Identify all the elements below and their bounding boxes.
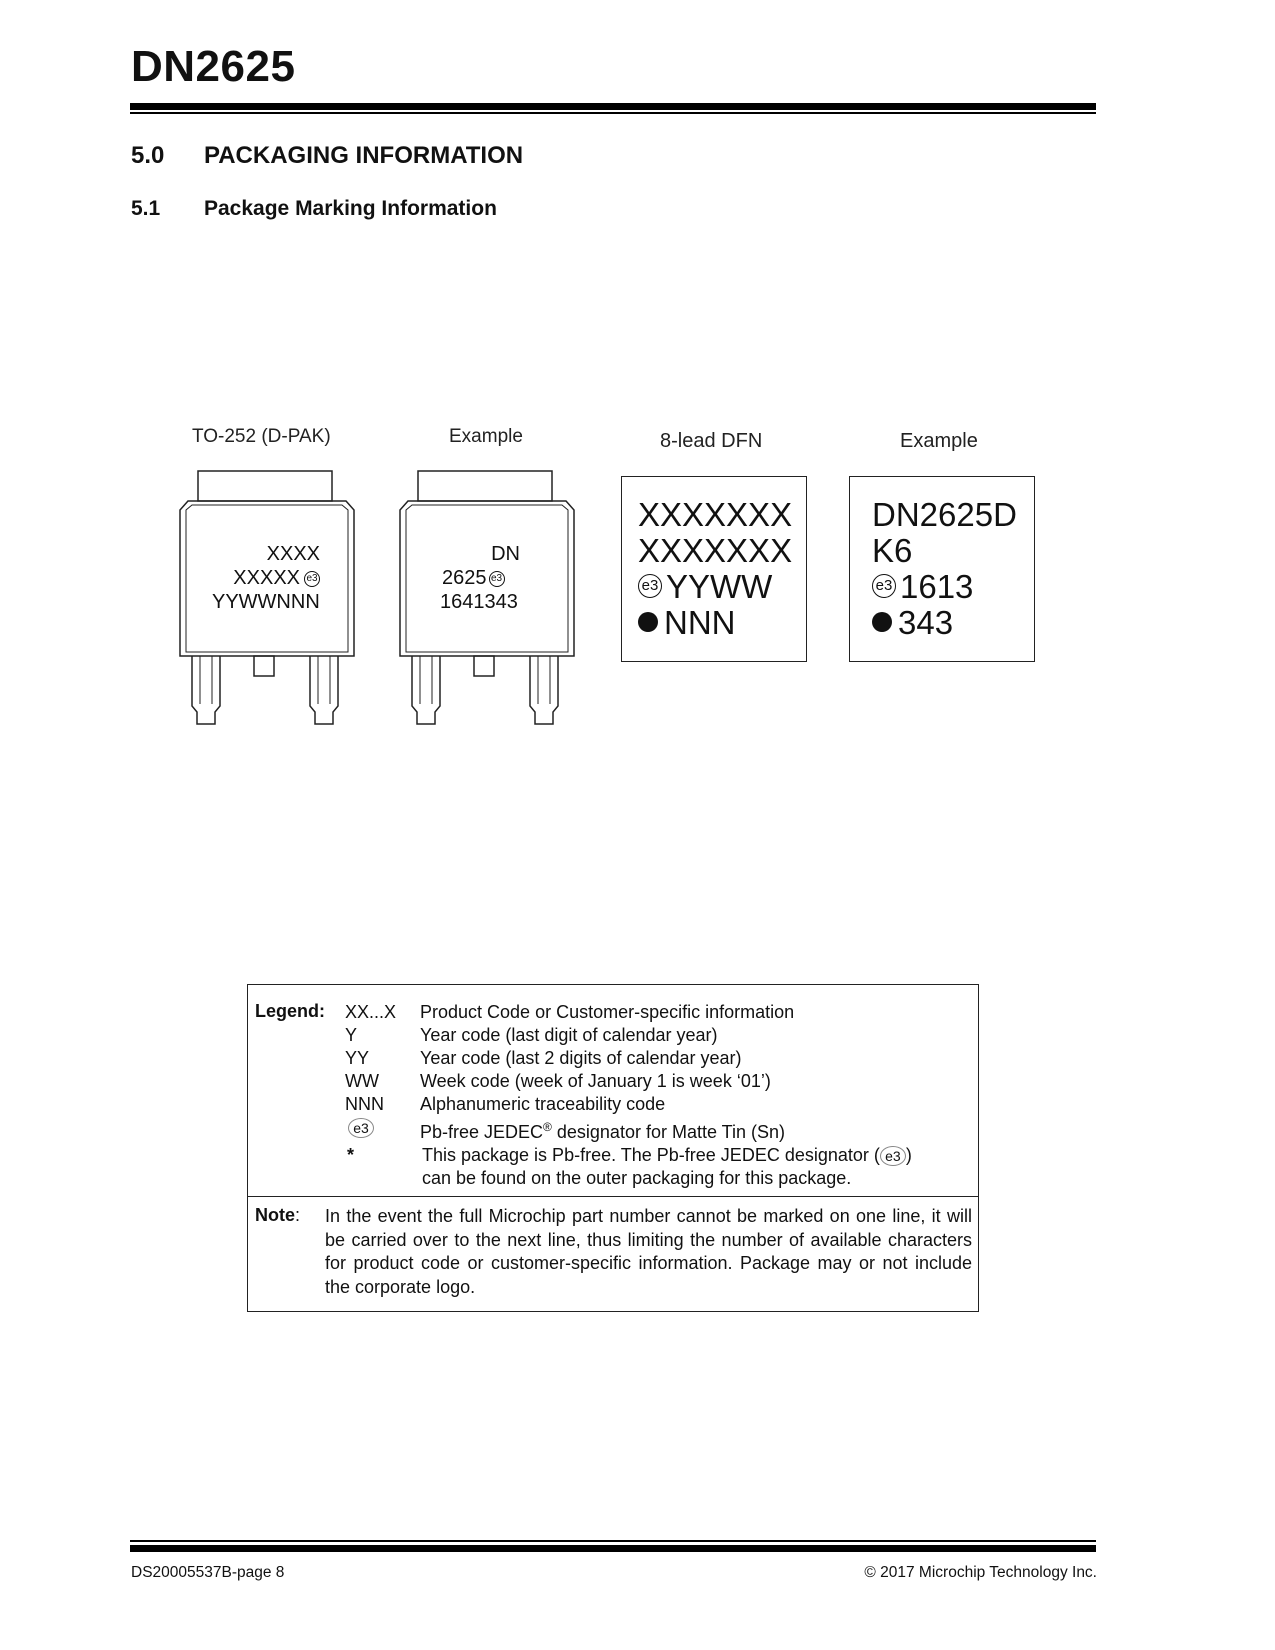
legend-desc	[420, 1116, 785, 1144]
dfn-example-line-4-row	[872, 605, 1017, 641]
legend-row	[345, 1070, 912, 1093]
e3-symbol-icon: e3	[638, 574, 662, 598]
dfn-example-box	[849, 476, 1035, 662]
e3-symbol-icon: e3	[489, 571, 505, 587]
dfn-example-label: Example	[900, 430, 978, 452]
legend-star-desc-line2: can be found on the outer packaging for this package.	[422, 1168, 852, 1188]
legend-code: WW	[345, 1071, 379, 1091]
dfn-line-3: YYWW	[666, 568, 773, 605]
to252-example-line-2-row	[430, 566, 530, 590]
e3-symbol-icon: e3	[348, 1118, 374, 1138]
dfn-example-line-3: 1613	[900, 568, 974, 605]
to252-line-2-row	[190, 566, 320, 590]
dfn-line-3-row	[638, 569, 792, 605]
legend-note-divider	[248, 1196, 978, 1197]
legend-code: XX...X	[345, 1002, 397, 1022]
header-rule-thin	[130, 112, 1096, 114]
to252-line-1: XXXX	[266, 543, 320, 565]
dfn-package-box	[621, 476, 807, 662]
legend-e3-desc-pre: Pb-free JEDEC	[420, 1122, 544, 1142]
e3-symbol-icon: e3	[304, 571, 320, 587]
subsection-number: 5.1	[131, 197, 161, 220]
legend-code	[345, 1116, 420, 1144]
legend-e3-desc-post: designator for Matte Tin (Sn)	[551, 1122, 785, 1142]
legend-code: NNN	[345, 1094, 384, 1114]
section-number: 5.0	[131, 142, 165, 169]
to252-example-label: Example	[449, 426, 523, 447]
header-rule-thick	[130, 103, 1096, 110]
note-label: Note	[255, 1205, 295, 1225]
legend-row	[345, 1047, 912, 1070]
footer-doc-id: DS20005537B-page 8	[131, 1564, 285, 1581]
legend-desc	[422, 1144, 912, 1190]
dfn-line-2: XXXXXXX	[638, 532, 793, 569]
pin1-dot-icon	[638, 612, 658, 632]
note-text: In the event the full Microchip part number cannot be marked on one line, it will be carried over to the next line, thus limiting the number of available characters for product code or customer-specific information. Package may or not include the corporate logo.	[325, 1206, 972, 1297]
legend-code: Y	[345, 1025, 358, 1045]
subsection-title: Package Marking Information	[204, 197, 497, 220]
to252-example-line-2: 2625	[442, 567, 487, 589]
dfn-line-4-row	[638, 605, 792, 641]
to252-line-3: YYWWNNN	[212, 591, 320, 613]
dfn-line-1: XXXXXXX	[638, 496, 793, 533]
dfn-line-4: NNN	[664, 604, 736, 641]
dfn-example-line-2: K6	[872, 532, 913, 569]
legend-title: Legend:	[255, 1001, 325, 1021]
legend-row	[345, 1001, 912, 1024]
legend-row-star	[345, 1144, 912, 1190]
legend-rows	[345, 1001, 912, 1190]
note-label-row	[255, 1205, 300, 1226]
legend-row	[345, 1024, 912, 1047]
to252-example-line-3: 1641343	[440, 591, 518, 613]
legend-desc: Alphanumeric traceability code	[420, 1094, 666, 1114]
dfn-example-line-1: DN2625D	[872, 496, 1017, 533]
section-title: PACKAGING INFORMATION	[204, 142, 524, 169]
footer-rule-thick	[130, 1545, 1096, 1552]
legend-row	[345, 1093, 912, 1116]
footer-copyright: © 2017 Microchip Technology Inc.	[864, 1564, 1097, 1581]
pin1-dot-icon	[872, 612, 892, 632]
dfn-label: 8-lead DFN	[660, 430, 763, 452]
dfn-example-line-4: 343	[898, 604, 954, 641]
legend-desc: Year code (last 2 digits of calendar year)	[420, 1048, 742, 1068]
legend-code: *	[347, 1145, 355, 1165]
dfn-example-line-3-row	[872, 569, 1017, 605]
e3-symbol-icon: e3	[872, 574, 896, 598]
to252-line-2: XXXXX	[233, 567, 300, 589]
legend-star-desc-post: )	[905, 1145, 912, 1165]
legend-desc: Year code (last digit of calendar year)	[420, 1025, 718, 1045]
to252-example-line-1: DN	[491, 543, 520, 565]
to252-example-marking	[430, 542, 530, 614]
e3-symbol-icon: e3	[880, 1146, 906, 1166]
document-title: DN2625	[131, 42, 296, 91]
legend-desc: Product Code or Customer-specific information	[420, 1002, 795, 1022]
footer-rule-thin	[130, 1540, 1096, 1542]
legend-desc: Week code (week of January 1 is week ‘01’)	[420, 1071, 771, 1091]
registered-mark: ®	[543, 1120, 552, 1134]
to252-label: TO-252 (D-PAK)	[192, 426, 331, 447]
legend-star-desc-pre: This package is Pb-free. The Pb-free JEDEC designator (	[422, 1145, 880, 1165]
legend-box	[247, 984, 979, 1312]
to252-marking	[190, 542, 320, 614]
note-colon: :	[295, 1205, 301, 1225]
legend-code: YY	[345, 1048, 370, 1068]
legend-row-e3	[345, 1116, 912, 1144]
